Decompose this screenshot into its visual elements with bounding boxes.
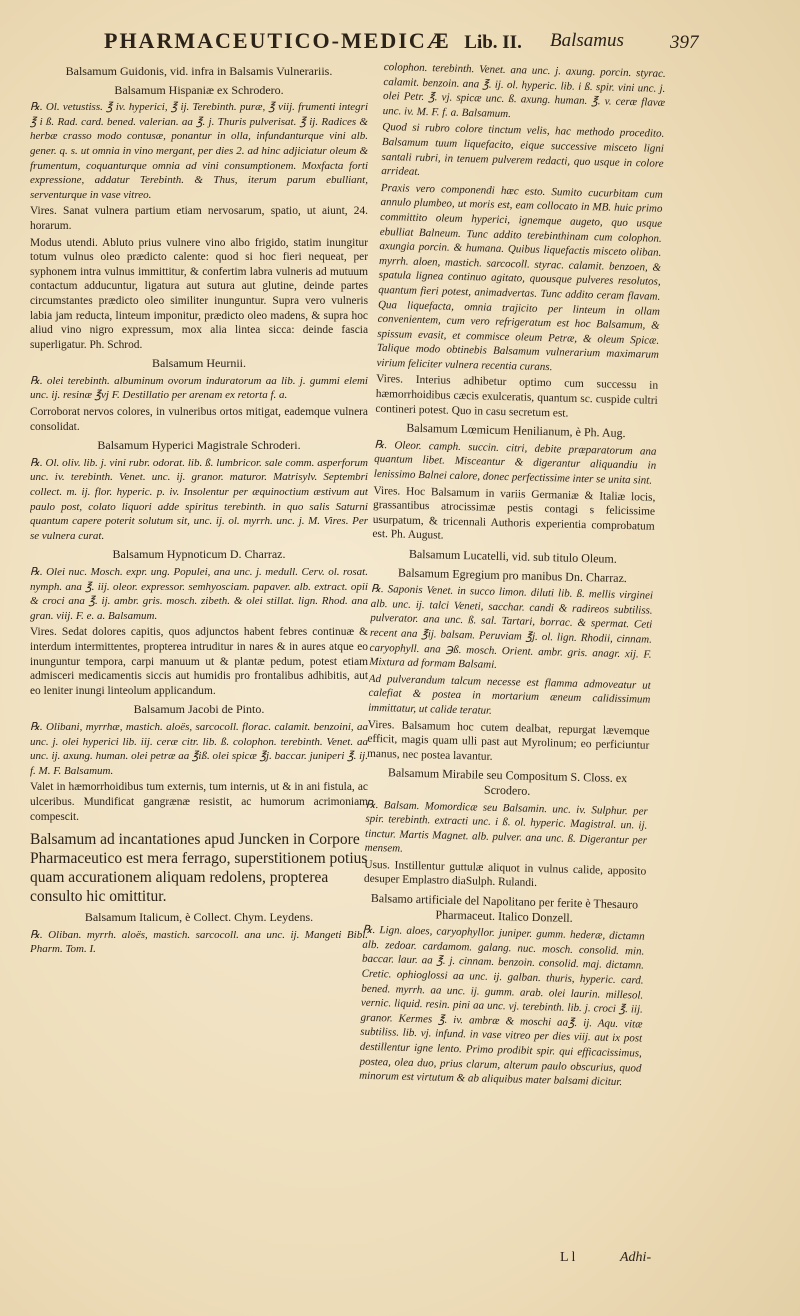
right-column <box>354 60 666 1297</box>
recipe-text: ℞. Balsam. Momordicæ seu Balsamin. unc. iv. Sulphur. per spir. terebinth. extracti unc. i ß. ol. hyperic. Magistral. un. ij. tinctur. Martis Magnet. alb. pulver. ana unc. ß. Digerantur per mensem. <box>364 798 648 855</box>
recipe-text: ℞. Saponis Venet. in succo limon. diluti lib. ß. mellis virginei alb. unc. ij. talci Veneti, sacchar. candi & radireos subtiliss. pulverator. ana unc. ß. sal. Tartari, borrac. & spermat. Ceti recent ana ℥ij. balsam. Peruviam ℥j. ol. lign. Rhodii, cinnam. caryophyll. ana ℈ß. mosch. Orient. ambr. gris. anagr. xij. F. Mixtura ad formam Balsami. <box>369 583 654 672</box>
body-paragraph: Usus. Instillentur guttulæ aliquot in vulnus calide, apposito desuper Emplastro diaSulph. Rulandi. <box>363 858 647 890</box>
recipe-text: Praxis vero componendi hæc esto. Sumito cucurbitam cum annulo plumbeo, ut moris est, eam collocato in MB. huic primo committito oleum hyperici, ignemque augeto, quo usque ebulliat Balneum. Tunc addito terebinthinam cum colophon. axungia porcin. & humana. Quibus liquefactis misceto oliban. myrrh. aloen, mastich. sarcocoll. styrac. calamit. benzoen, & spatula lignea continuo agitato, quousque pulveres resolutos, quantum fieri potest, animadvertas. Tunc addito ceram flavam. Qua liquefacta, omnia trajicito per linteum in ollam convenientem, cum vero refrigeratum est hoc Balsamum, & spissum evasit, et commisce oleum Petræ, & oleum Spicæ. Talique modo obtinebis Balsamum vulnerarium maximarum virium feliciter vulnera recentia curans. <box>376 181 663 374</box>
body-paragraph: Vires. Sanat vulnera partium etiam nervosarum, spatio, ut aiunt, 24. horarum. <box>30 205 368 232</box>
header-running-title: Balsamus <box>550 30 624 51</box>
recipe-text: colophon. terebinth. Venet. ana unc. j. axung. porcin. styrac. calamit. benzoin. ana ℥. ij. ol. hyperic. lib. i ß. spir. vini unc. j. olei Petr. ℥. vj. spicæ unc. ß. axung. human. ℥. v. ceræ flavæ unc. iv. M. F. f. a. Balsamum. <box>382 60 666 120</box>
left-column <box>30 60 368 1290</box>
body-paragraph: Vires. Hoc Balsamum in variis Germaniæ & Italiæ locis, grassantibus atrocissimæ pestis contagi s felicissime usurpatum, & tricennali Authoris experientia comprobatum est. Ph. August. <box>372 484 656 543</box>
entry-heading: Balsamum Mirabile seu Compositum S. Closs. ex Scrodero. <box>387 765 628 798</box>
body-paragraph: Vires. Balsamum hoc cutem dealbat, repurgat lævemque efficit, magis quam ulli past aut Myrolinum; eo perficiuntur manus, nec postea lavantur. <box>366 718 650 763</box>
recipe-text: ℞. Ol. oliv. lib. j. vini rubr. odorat. lib. ß. lumbricor. sale comm. asperforum unc. iv. terebinth. Venet. unc. ij. granor. maturor. Matrisylv. Septembri collect. m. ij. flor. hyperic. p. iv. Insolentur per æquinoctium æstivum aut paulo post, colato liquori adde spiritus terebinth. in quo salis Saturni quantum capere poterit solutum sit, unc. ij. ol. myrrh. unc. j. M. Vires. Per se vulnera curat. <box>30 456 368 542</box>
body-paragraph: Vires. Sedat dolores capitis, quos adjunctos habent febres continuæ & interdum intermittentes, propterea intruditur in nares & in aures atque eo inunguntur tempora, carpi manuum ut & plantæ pedum, potest etiam admisceri medicamentis siccis aut humidis pro frontalibus adhibitis, aut eo leniter inungi linteolum applicandum. <box>30 626 368 697</box>
entry-heading: Balsamum Hyperici Magistrale Schroderi. <box>97 438 301 453</box>
entry-heading: Balsamum Heurnii. <box>152 356 246 371</box>
recipe-text: Ad pulverandum talcum necesse est flamma admoveatur ut calefiat & postea in mortarium æneum calidissimum immittatur, ut calide teratur. <box>368 672 651 717</box>
entry-heading: Balsamo artificiale del Napolitano per ferite è Thesauro Pharmaceut. Italico Donzell. <box>370 890 639 925</box>
entry-heading: Balsamum Hypnoticum D. Charraz. <box>112 547 286 562</box>
recipe-text: ℞. Olibani, myrrhæ, mastich. aloës, sarcocoll. florac. calamit. benzoini, aa unc. j. olei hyperici lib. iij. ceræ citr. lib. ß. colophon. terebinth. Venet. aa unc. ij. axung. human. olei petræ aa ℥iß. olei spicæ ℥j. baccar. juniperi ℥. ij. f. M. F. Balsamum. <box>30 720 368 777</box>
recipe-text: Quod si rubro colore tinctum velis, hac methodo procedito. Balsamum tuum liquefacito, eique successive misceto ligni santali rubri, in tenuem pulverem redacti, quo usque in colore arrideat. <box>381 121 665 179</box>
entry-heading: Balsamum Lœmicum Henilianum, è Ph. Aug. <box>406 420 626 441</box>
recipe-text: ℞. Oliban. myrrh. aloës, mastich. sarcocoll. ana unc. ij. Mangeti Bibl. Pharm. Tom. I. <box>30 928 368 956</box>
body-paragraph: Vires. Interius adhibetur optimo cum successu in hæmorrhoidibus cæcis exulceratis, quantum sc. cuspide cultri contineri potest. Quo in casu secretum est. <box>375 373 659 420</box>
catchword: Adhi- <box>620 1250 652 1265</box>
body-paragraph: Valet in hæmorrhoidibus tum externis, tum internis, ut & in ani fistula, ac ulceribus. Mundificat gangrænæ resistit, ac humorum acrimoniam compescit. <box>30 781 368 823</box>
body-paragraph: Corroborat nervos colores, in vulneribus ortos mitigat, eademque vulnera consolidat. <box>30 406 368 433</box>
header-title: PHARMACEUTICO-MEDICÆ <box>104 28 451 53</box>
entry-heading: Balsamum Jacobi de Pinto. <box>133 702 265 717</box>
recipe-text: ℞. Ol. vetustiss. ℥ iv. hyperici, ℥ ij. Terebinth. puræ, ℥ viij. frumenti integri ℥ i ß. Rad. card. bened. valerian. aa ℥. j. Thuris pulverisat. ℥ ij. Radices & herbæ crasso modo contusæ, ponantur in olla, infundanturque vini alb. gener. q. s. ut omnia in vino mergant, per dies 2. ad hinc adjiciatur oleum & frumentum, coquanturque omnia ad vini consumptionem. Moxfacta forti expressione, addatur Terebinth. & Thus, iterum parum ebulliant, serventurque in vase vitreo. <box>30 101 368 201</box>
signature-mark: L l <box>560 1250 576 1265</box>
entry-heading: Balsamum Hispaniæ ex Schrodero. <box>114 82 284 97</box>
recipe-text: ℞. Olei nuc. Mosch. expr. ung. Populei, ana unc. j. medull. Cerv. ol. rosat. nymph. ana ℥. iij. oleor. expressor. semhyosciam. papaver. alb. extract. opii & croci ana ℥. ij. ambr. gris. mosch. zibeth. & olei stillat. lign. Rhod. ana gran. viij. F. e. a. Balsamum. <box>30 566 368 622</box>
entry-heading: Balsamum Lucatelli, vid. sub titulo Oleum. <box>408 546 618 566</box>
header-book-number: Lib. II. <box>464 32 522 53</box>
recipe-text: ℞. Lign. aloes, caryophyllor. juniper. gumm. hederæ, dictamn alb. zedoar. cardamom. galang. nuc. mosch. consolid. min. baccar. laur. aa ℥. j. cinnam. benzoin. consolid. maj. dictamn. Cretic. ophioglossi aa unc. ij. galban. thuris, hyperic. card. bened. myrrh. aa unc. ij. gumm. arab. olei laurin. millesol. vernic. liquid. resin. pini aa unc. vj. terebinth. lib. j. croci ℥. iij. granor. Kermes ℥. iv. ambræ & moschi aa℥. ij. Aqu. vitæ subtiliss. lib. vj. infund. in vase vitreo per dies viij. aut ix post destillentur igne lento. Primo prodibit spir. qui efficacissimus, postea, olea duo, prius clarum, alterum paulo obscurius, quod minorum est virtutum & ab aliquibus mater balsami dicitur. <box>359 923 645 1089</box>
entry-heading: Balsamum Egregium pro manibus Dn. Charraz. <box>397 565 628 585</box>
recipe-text: ℞. olei terebinth. albuminum ovorum induratorum aa lib. j. gummi elemi unc. ij. resinæ ℥vj F. Destillatio per arenam ex retorta f. a. <box>30 374 368 402</box>
body-paragraph: Modus utendi. Abluto prius vulnere vino albo frigido, statim inungitur totum vulnus oleo prædicto calente: quod si hoc fieri nequeat, per syphonem intra vulnus immittitur, & confertim labra vulneris ad mutuum contactum adducuntur, ligatura aut sutura aut glutine, deinde partes circumstantes prædicto oleo similiter inunguntur. Supra vero vulneris labia jam reducta, linteum imponitur, prædicto oleo madens, & supra hoc aliud vino nigro expressum, mox alia lintea sicca: deinde fascia superligatur. Ph. Schrod. <box>30 236 368 351</box>
entry-heading: Balsamum Guidonis, vid. infra in Balsamis Vulnerariis. <box>65 64 333 78</box>
entry-heading: Balsamum Italicum, è Collect. Chym. Leydens. <box>84 910 314 925</box>
note-paragraph: Balsamum ad incantationes apud Juncken in Corpore Pharmaceutico est mera ferrago, superstitionem potius quam accurationem aliquam redolens, propterea consulto hic omittitur. <box>30 831 368 906</box>
recipe-text: ℞. Oleor. camph. succin. citri, debite præparatorum ana quantum libet. Misceantur & digerantur aliquandiu in lenissimo Balnei calore, donec perfectissime inter se unita sint. <box>373 438 657 487</box>
page-number: 397 <box>670 32 699 53</box>
